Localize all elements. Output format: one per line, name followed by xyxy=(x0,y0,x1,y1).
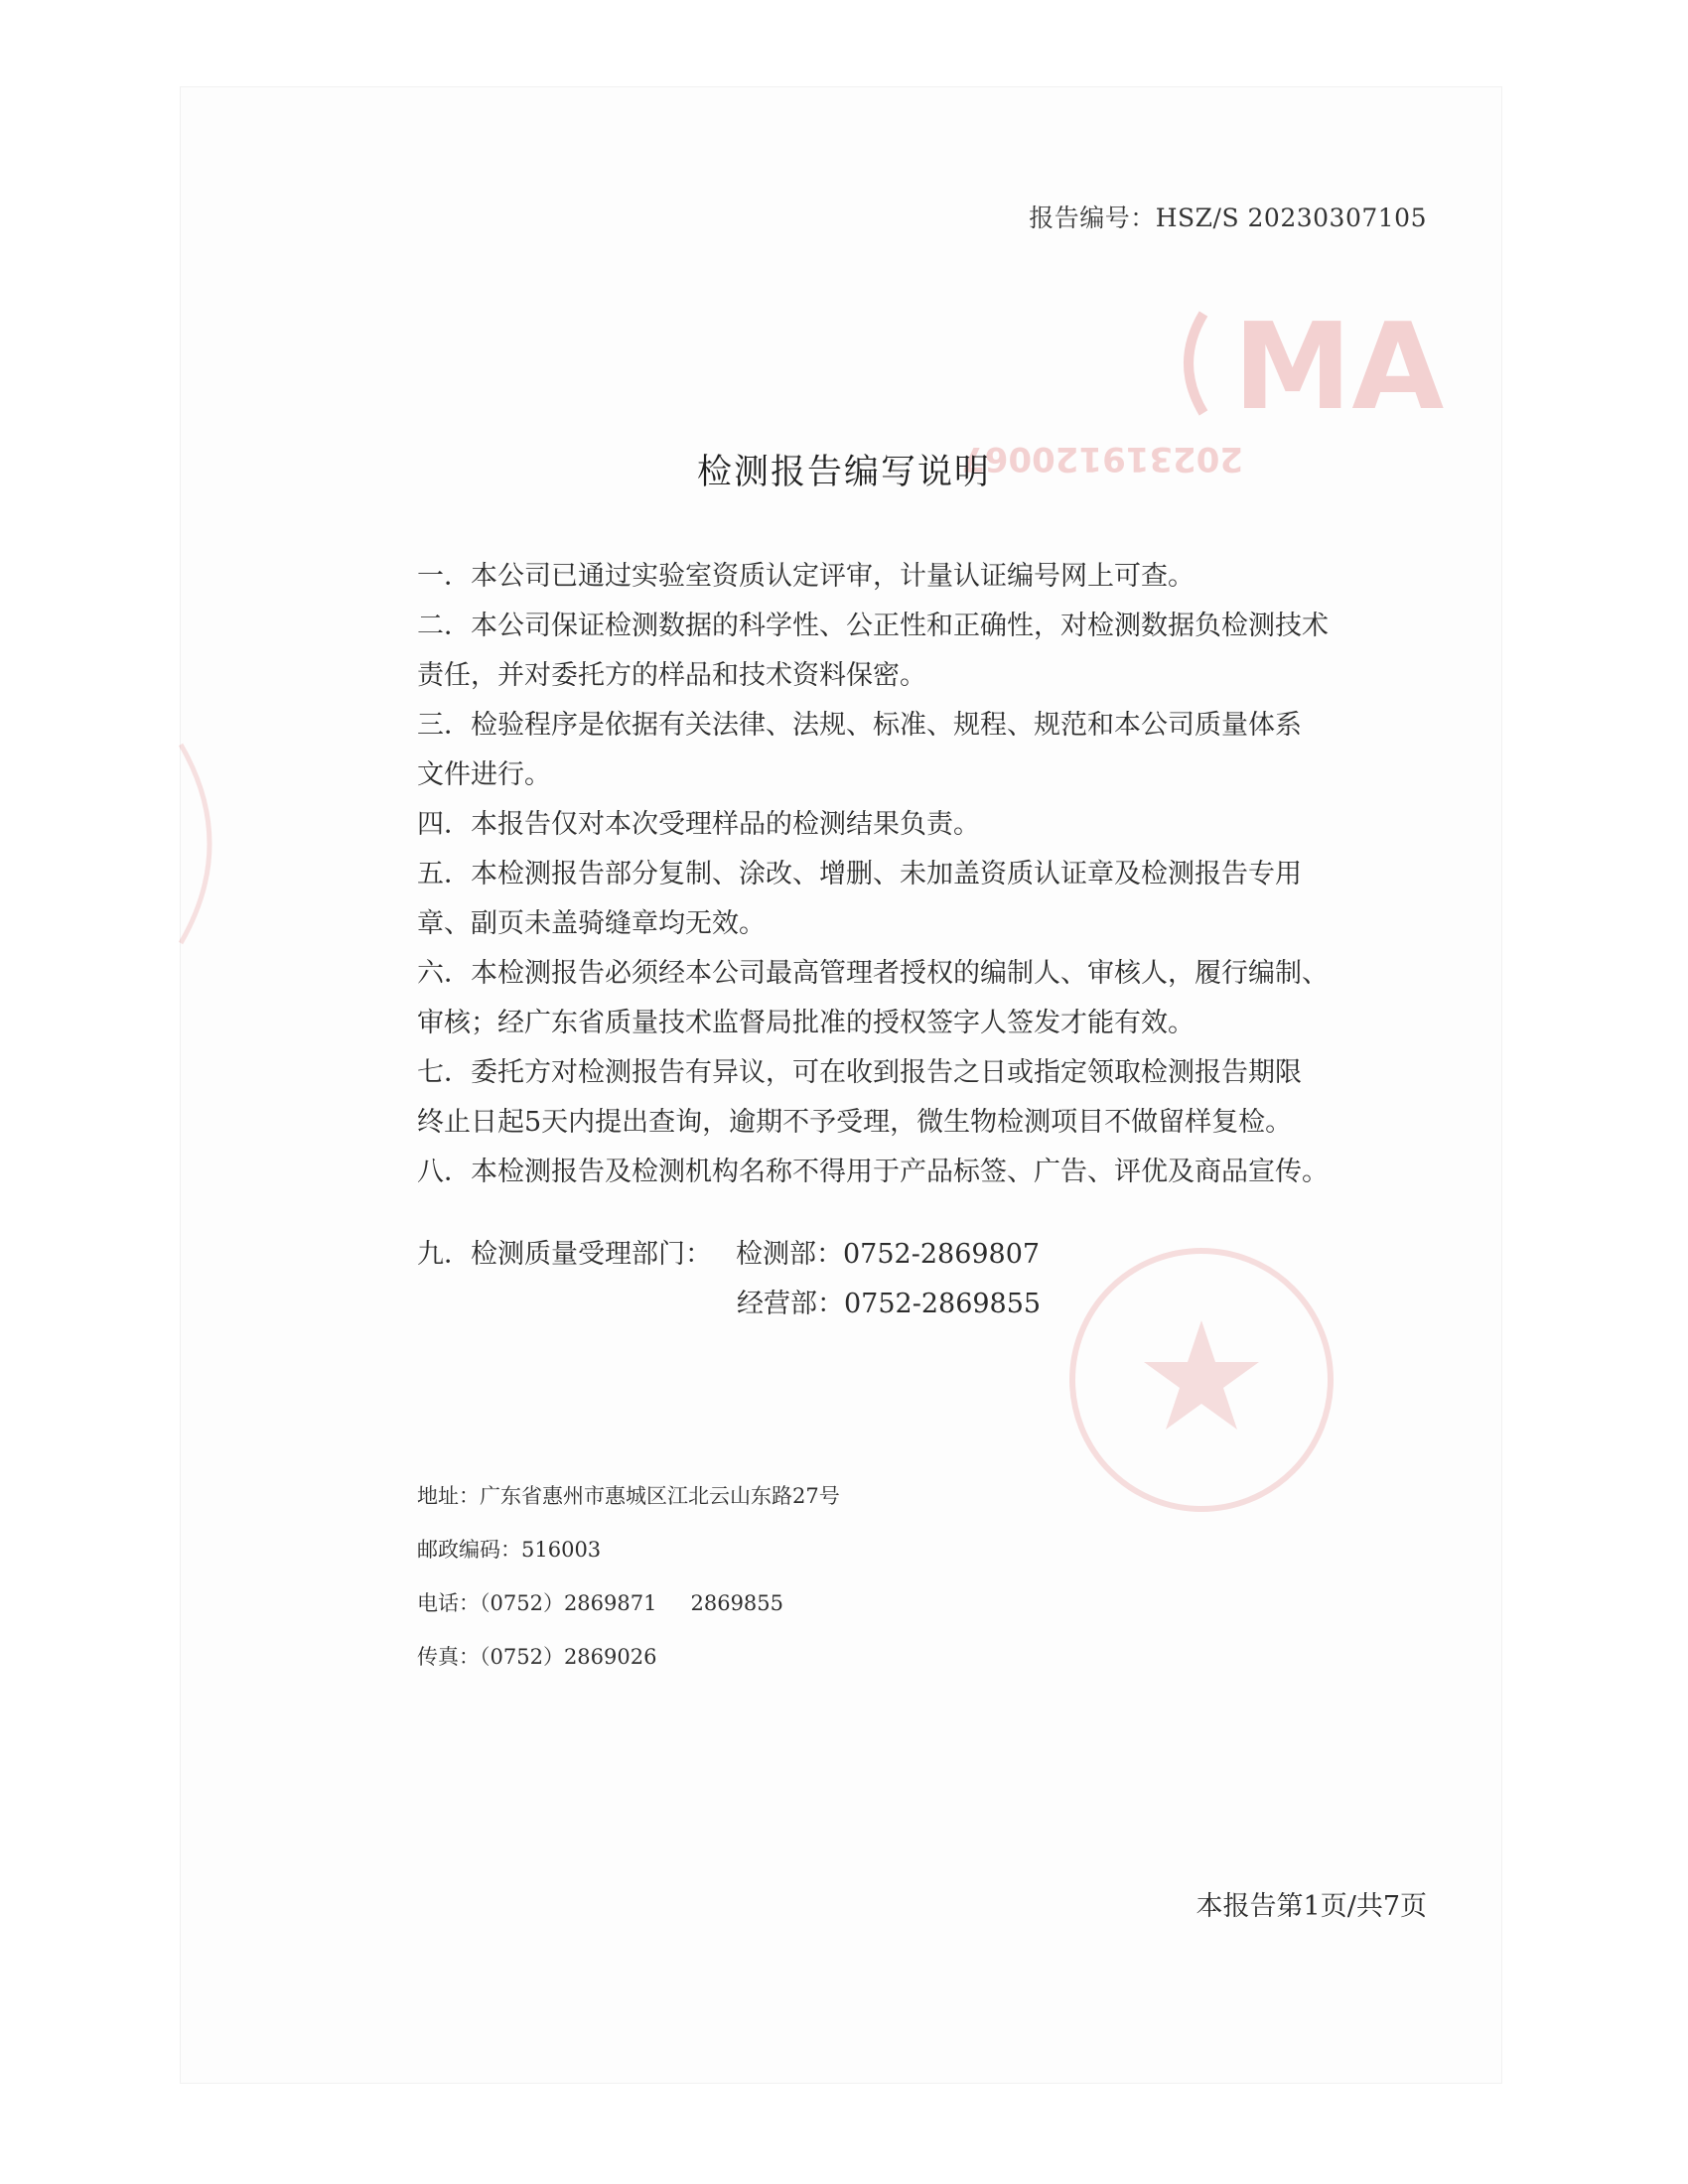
phone-primary: 电话：（0752）2869871 xyxy=(417,1591,657,1615)
clause-number: 六． xyxy=(417,958,471,989)
clause-number: 七． xyxy=(417,1057,471,1088)
clause-item xyxy=(417,602,1370,701)
clause-item xyxy=(417,1048,1370,1148)
clause-line: 本报告仅对本次受理样品的检测结果负责。 xyxy=(471,809,980,840)
clause-line: 检验程序是依据有关法律、法规、标准、规程、规范和本公司质量体系 xyxy=(471,710,1302,741)
cma-stamp-number: 202319120067 xyxy=(961,439,1243,478)
clause-line: 本检测报告必须经本公司最高管理者授权的编制人、审核人，履行编制、 xyxy=(471,958,1329,989)
clause-number: 四． xyxy=(417,809,471,840)
phone-line xyxy=(417,1576,840,1630)
clause-line: 责任，并对委托方的样品和技术资料保密。 xyxy=(417,660,926,691)
clause-line: 本公司已通过实验室资质认定评审，计量认证编号网上可查。 xyxy=(471,561,1195,592)
contact-row-inspection xyxy=(417,1230,1041,1280)
report-number: 报告编号：HSZ/S 20230307105 xyxy=(1029,204,1427,232)
clause-text xyxy=(471,800,1370,850)
clause-number: 九． xyxy=(417,1239,471,1270)
clause-line: 终止日起5天内提出查询，逾期不予受理，微生物检测项目不做留样复检。 xyxy=(417,1107,1293,1138)
fax-line: 传真：（0752）2869026 xyxy=(417,1645,657,1669)
clause-number: 五． xyxy=(417,859,471,889)
clause-text xyxy=(417,850,1370,949)
clause-item xyxy=(417,701,1370,800)
clause-line: 本检测报告部分复制、涂改、增删、未加盖资质认证章及检测报告专用 xyxy=(471,859,1302,889)
clause-item xyxy=(417,949,1370,1048)
clause-item xyxy=(417,552,1370,602)
phone-secondary: 2869855 xyxy=(690,1591,784,1615)
clause-line: 文件进行。 xyxy=(417,759,551,790)
contact-label: 检测质量受理部门： xyxy=(471,1239,712,1270)
clause-text xyxy=(471,1148,1370,1197)
seam-stamp xyxy=(181,735,240,953)
round-seal-stamp xyxy=(1062,1241,1340,1519)
address-block xyxy=(417,1469,840,1684)
clause-line: 本检测报告及检测机构名称不得用于产品标签、广告、评优及商品宣传。 xyxy=(471,1157,1329,1187)
clause-item xyxy=(417,800,1370,850)
address-line: 地址：广东省惠州市惠城区江北云山东路27号 xyxy=(417,1484,840,1508)
clause-item xyxy=(417,850,1370,949)
clause-text xyxy=(417,1048,1370,1148)
clause-line: 审核；经广东省质量技术监督局批准的授权签字人签发才能有效。 xyxy=(417,1008,1195,1038)
contact-block xyxy=(417,1230,1041,1329)
clause-line: 委托方对检测报告有异议，可在收到报告之日或指定领取检测报告期限 xyxy=(471,1057,1302,1088)
clause-text xyxy=(417,949,1370,1048)
contact-row-business xyxy=(417,1280,1041,1329)
clause-number: 二． xyxy=(417,611,471,641)
cma-stamp-letters: MA xyxy=(1233,299,1445,437)
clause-text xyxy=(417,602,1370,701)
postcode-line: 邮政编码：516003 xyxy=(417,1538,602,1562)
business-dept-phone: 经营部：0752-2869855 xyxy=(737,1289,1042,1319)
clause-text xyxy=(471,552,1370,602)
document-title: 检测报告编写说明 xyxy=(696,453,991,492)
clause-line: 章、副页未盖骑缝章均无效。 xyxy=(417,908,766,939)
clause-number: 三． xyxy=(417,710,471,741)
clause-item xyxy=(417,1148,1370,1197)
clause-number: 八． xyxy=(417,1157,471,1187)
clause-line: 本公司保证检测数据的科学性、公正性和正确性，对检测数据负检测技术 xyxy=(471,611,1329,641)
clause-list xyxy=(417,552,1370,1197)
page-footer: 本报告第1页/共7页 xyxy=(1196,1891,1427,1922)
clause-text xyxy=(417,701,1370,800)
clause-number: 一． xyxy=(417,561,471,592)
inspection-dept-phone: 检测部：0752-2869807 xyxy=(736,1239,1041,1270)
